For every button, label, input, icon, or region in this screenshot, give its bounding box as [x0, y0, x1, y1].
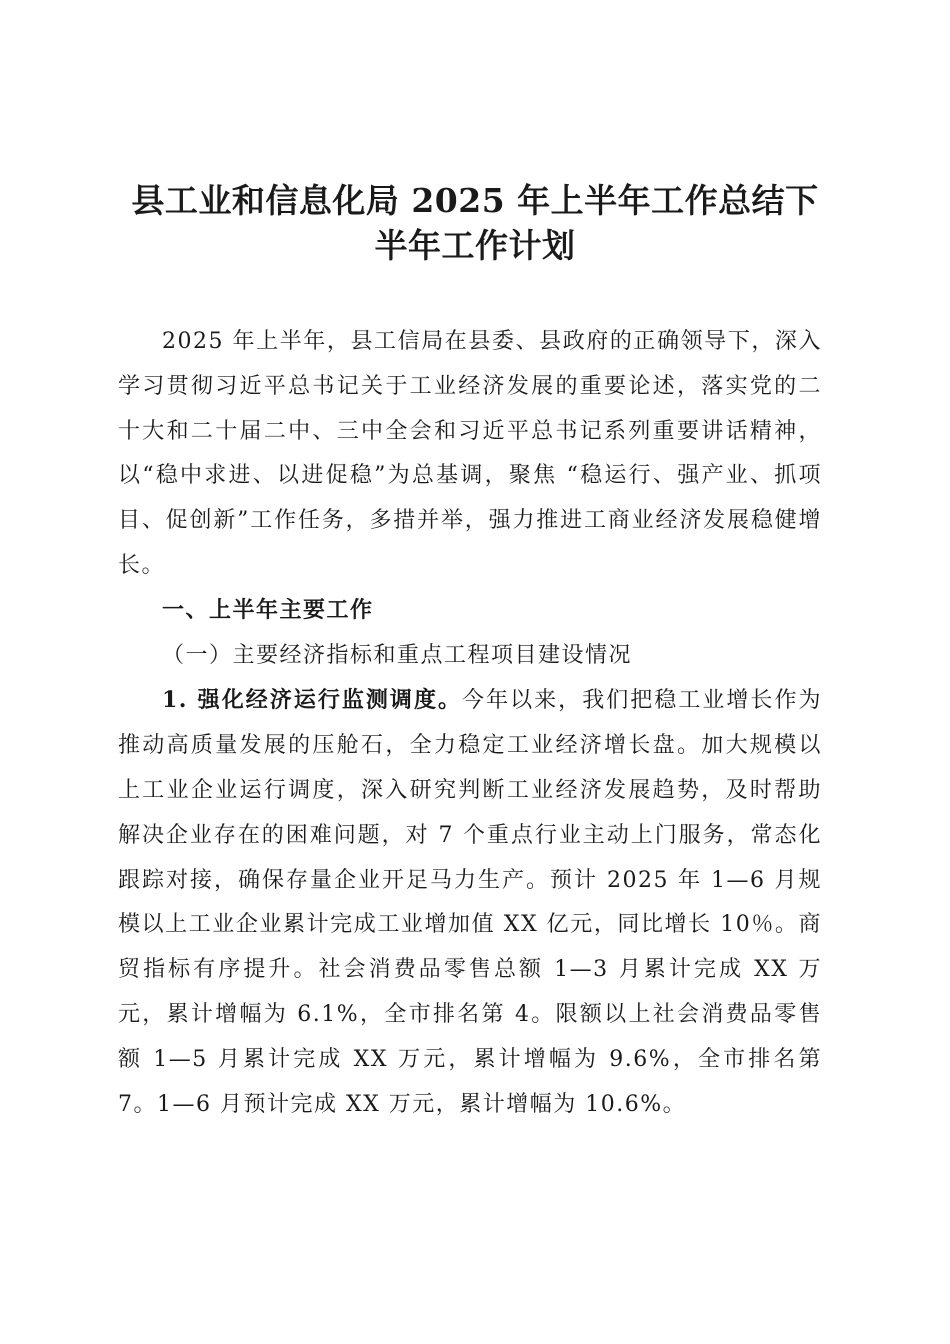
- intro-paragraph: 2025 年上半年，县工信局在县委、县政府的正确领导下，深入学习贯彻习近平总书记关于工业经济发展的重要论述，落实党的二十大和二十届二中、三中全会和习近平总书记系列重要讲话精神，以“稳中求进、以进促稳”为总基调，聚焦 “稳运行、强产业、抓项目、促创新”工作任务，多措并举，强力推进工商业经济发展稳健增长。: [118, 329, 822, 578]
- section-heading-1: 一、上半年主要工作: [162, 597, 374, 623]
- subsection-heading-1: （一）主要经济指标和重点工程项目建设情况: [162, 642, 633, 668]
- title-line-1: 县工业和信息化局 2025 年上半年工作总结下: [131, 181, 819, 220]
- document-body: [118, 320, 822, 1127]
- item-1-body: 今年以来，我们把稳工业增长作为推动高质量发展的压舱石，全力稳定工业经济增长盘。加大规模以上工业企业运行调度，深入研究判断工业经济发展趋势，及时帮助解决企业存在的困难问题，对 7 个重点行业主动上门服务，常态化跟踪对接，确保存量企业开足马力生产。预计 2025 年 1—6 月规模以上工业企业累计完成工业增加值 XX 亿元，同比增长 10％。商贸指标有序提升。社会消费品零售总额 1—3 月累计完成 XX 万元，累计增幅为 6.1%，全市排名第 4。限额以上社会消费品零售额 1—5 月累计完成 XX 万元，累计增幅为 9.6%，全市排名第 7。1—6 月预计完成 XX 万元，累计增幅为 10.6%。: [118, 688, 822, 1117]
- title-line-2: 半年工作计划: [374, 226, 576, 265]
- item-1-lead: 1. 强化经济运行监测调度。: [162, 687, 463, 714]
- document-title: [118, 178, 832, 268]
- item-1-paragraph: [118, 678, 822, 1127]
